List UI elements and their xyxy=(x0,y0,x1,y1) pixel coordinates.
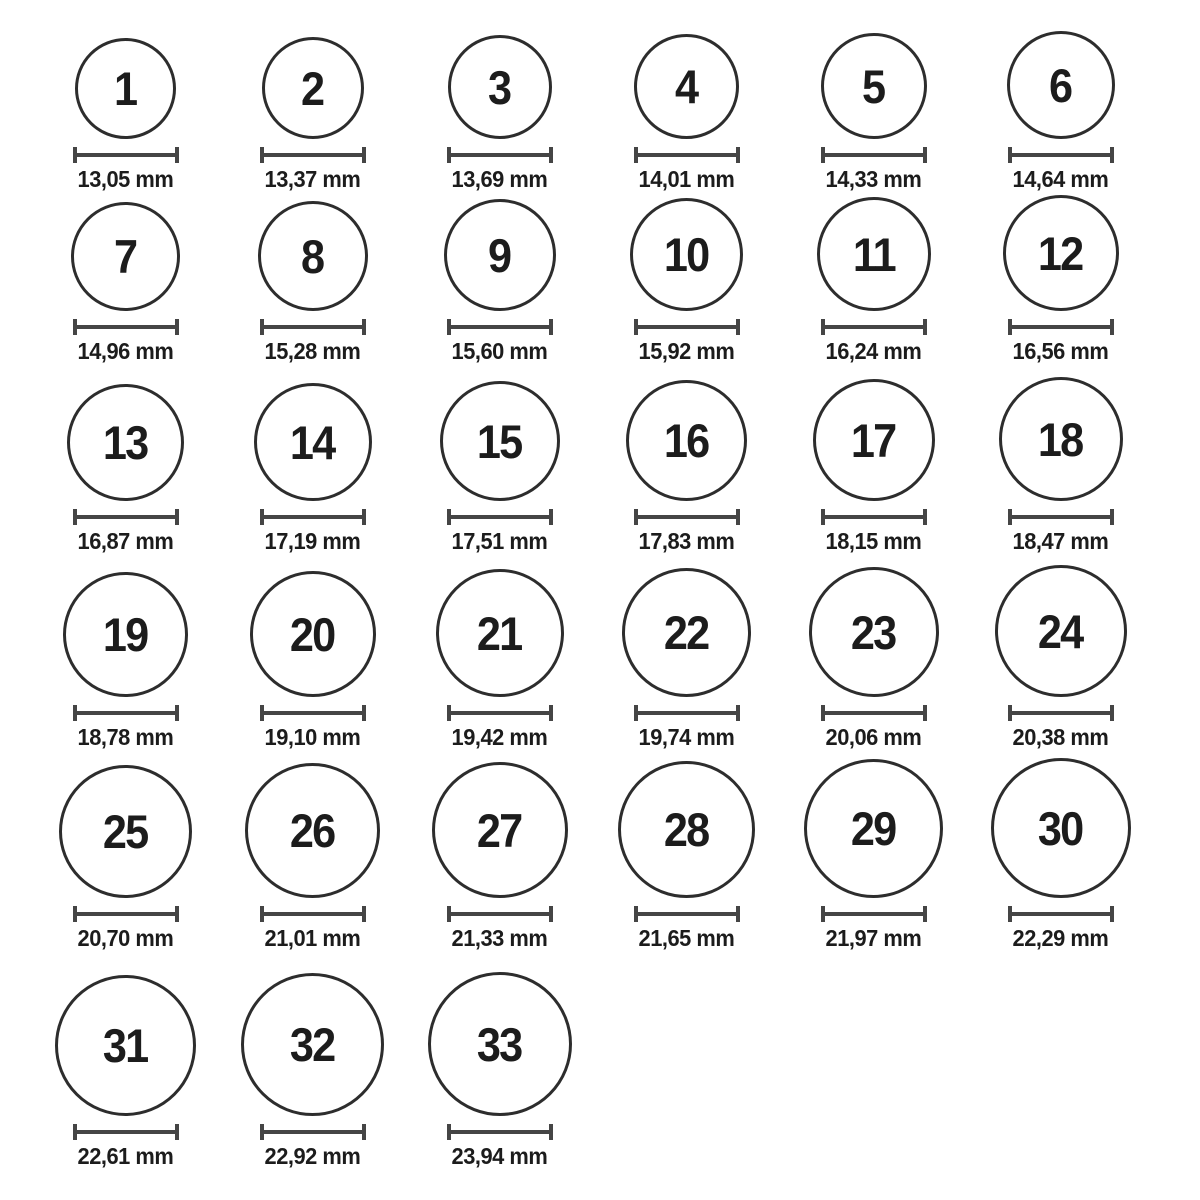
ring-size-circle xyxy=(63,572,188,697)
ring-size-item xyxy=(780,197,967,364)
diameter-label: 18,78 mm xyxy=(77,724,174,750)
diameter-label: 21,33 mm xyxy=(451,925,548,951)
ring-size-number: 18 xyxy=(1038,412,1083,466)
diameter-label: 16,24 mm xyxy=(825,338,922,364)
diameter-label: 21,65 mm xyxy=(638,925,735,951)
ring-size-number: 6 xyxy=(1049,58,1072,112)
ring-size-item xyxy=(32,572,219,750)
ring-size-circle xyxy=(630,198,743,311)
diameter-measure-line xyxy=(260,1124,366,1140)
ring-size-number: 2 xyxy=(301,61,324,115)
diameter-label: 15,60 mm xyxy=(451,338,548,364)
diameter-measure-line xyxy=(634,319,740,335)
ring-size-circle xyxy=(254,383,372,501)
diameter-measure-line xyxy=(447,1124,553,1140)
ring-size-number: 4 xyxy=(675,60,698,113)
diameter-measure-line xyxy=(1008,906,1114,922)
diameter-label: 17,19 mm xyxy=(264,528,361,554)
ring-size-item xyxy=(593,34,780,192)
ring-size-circle xyxy=(55,975,196,1116)
diameter-measure-line xyxy=(821,147,927,163)
ring-size-item xyxy=(219,37,406,192)
ring-size-item xyxy=(780,759,967,951)
ring-size-item xyxy=(780,379,967,554)
diameter-measure-line xyxy=(73,705,179,721)
diameter-measure-line xyxy=(821,319,927,335)
ring-size-number: 22 xyxy=(664,606,709,659)
ring-size-circle xyxy=(436,569,564,697)
diameter-measure-line xyxy=(447,147,553,163)
ring-size-number: 23 xyxy=(851,605,896,659)
ring-size-item xyxy=(32,384,219,554)
ring-size-item xyxy=(406,199,593,364)
diameter-label: 19,10 mm xyxy=(264,724,361,750)
diameter-measure-line xyxy=(260,906,366,922)
ring-size-number: 8 xyxy=(301,229,324,283)
ring-size-number: 20 xyxy=(290,607,335,661)
diameter-label: 16,87 mm xyxy=(77,528,174,554)
diameter-label: 14,33 mm xyxy=(825,166,922,192)
ring-size-item xyxy=(406,762,593,951)
diameter-measure-line xyxy=(821,705,927,721)
diameter-measure-line xyxy=(447,906,553,922)
diameter-measure-line xyxy=(634,147,740,163)
ring-size-number: 24 xyxy=(1038,604,1083,658)
ring-size-item xyxy=(219,383,406,554)
diameter-label: 20,06 mm xyxy=(825,724,922,750)
ring-size-item xyxy=(967,195,1154,364)
diameter-label: 20,38 mm xyxy=(1012,724,1109,750)
ring-size-number: 26 xyxy=(290,804,335,857)
ring-size-circle xyxy=(809,567,939,697)
ring-size-number: 15 xyxy=(477,414,522,468)
diameter-label: 22,61 mm xyxy=(77,1143,174,1169)
diameter-label: 18,47 mm xyxy=(1012,528,1109,554)
ring-size-circle xyxy=(245,763,380,898)
diameter-measure-line xyxy=(260,509,366,525)
diameter-measure-line xyxy=(634,906,740,922)
ring-size-number: 10 xyxy=(664,228,709,281)
ring-size-number: 14 xyxy=(290,415,335,469)
ring-size-number: 32 xyxy=(290,1018,335,1071)
diameter-measure-line xyxy=(821,509,927,525)
ring-size-number: 30 xyxy=(1038,801,1083,855)
ring-size-circle xyxy=(250,571,376,697)
ring-size-number: 33 xyxy=(477,1017,522,1071)
diameter-label: 20,70 mm xyxy=(77,925,174,951)
ring-size-item xyxy=(593,380,780,554)
diameter-label: 16,56 mm xyxy=(1012,338,1109,364)
ring-size-circle xyxy=(67,384,184,501)
ring-size-item xyxy=(593,198,780,364)
diameter-measure-line xyxy=(73,147,179,163)
ring-size-number: 13 xyxy=(103,416,148,469)
ring-size-item xyxy=(406,972,593,1169)
diameter-label: 15,28 mm xyxy=(264,338,361,364)
diameter-measure-line xyxy=(73,509,179,525)
ring-size-circle xyxy=(444,199,556,311)
diameter-measure-line xyxy=(447,509,553,525)
diameter-measure-line xyxy=(447,319,553,335)
ring-size-item xyxy=(780,567,967,750)
diameter-label: 22,29 mm xyxy=(1012,925,1109,951)
diameter-measure-line xyxy=(260,319,366,335)
ring-size-item xyxy=(593,568,780,750)
diameter-measure-line xyxy=(1008,509,1114,525)
chart-row xyxy=(32,554,1200,750)
ring-size-item xyxy=(406,381,593,554)
ring-size-item xyxy=(780,33,967,192)
diameter-label: 13,05 mm xyxy=(77,166,174,192)
ring-size-number: 1 xyxy=(114,62,137,115)
ring-size-item xyxy=(32,202,219,364)
diameter-measure-line xyxy=(1008,319,1114,335)
ring-size-circle xyxy=(999,377,1123,501)
ring-size-number: 28 xyxy=(664,803,709,856)
ring-size-circle xyxy=(448,35,552,139)
diameter-measure-line xyxy=(634,705,740,721)
diameter-label: 19,42 mm xyxy=(451,724,548,750)
ring-size-item xyxy=(219,973,406,1169)
ring-size-circle xyxy=(804,759,943,898)
ring-size-item xyxy=(967,377,1154,554)
ring-size-circle xyxy=(1003,195,1119,311)
ring-size-number: 19 xyxy=(103,608,148,661)
ring-size-circle xyxy=(995,565,1127,697)
ring-size-circle xyxy=(262,37,364,139)
ring-size-circle xyxy=(428,972,572,1116)
diameter-label: 21,01 mm xyxy=(264,925,361,951)
diameter-label: 13,37 mm xyxy=(264,166,361,192)
diameter-label: 14,01 mm xyxy=(638,166,735,192)
ring-size-number: 12 xyxy=(1038,226,1083,280)
ring-size-number: 21 xyxy=(477,606,522,660)
ring-size-circle xyxy=(634,34,739,139)
diameter-label: 23,94 mm xyxy=(451,1143,548,1169)
diameter-label: 19,74 mm xyxy=(638,724,735,750)
chart-row xyxy=(32,750,1200,951)
ring-size-item xyxy=(32,975,219,1169)
diameter-label: 22,92 mm xyxy=(264,1143,361,1169)
diameter-measure-line xyxy=(634,509,740,525)
ring-size-number: 5 xyxy=(862,59,885,113)
ring-size-number: 27 xyxy=(477,803,522,857)
ring-size-circle xyxy=(991,758,1131,898)
diameter-measure-line xyxy=(1008,705,1114,721)
ring-size-item xyxy=(406,569,593,750)
chart-row xyxy=(32,951,1200,1169)
ring-size-item xyxy=(219,571,406,750)
diameter-measure-line xyxy=(821,906,927,922)
chart-row xyxy=(32,2,1200,192)
diameter-label: 15,92 mm xyxy=(638,338,735,364)
ring-size-item xyxy=(32,765,219,951)
ring-size-circle xyxy=(440,381,560,501)
ring-size-circle xyxy=(258,201,368,311)
ring-size-circle xyxy=(75,38,176,139)
ring-size-item xyxy=(967,565,1154,750)
diameter-label: 17,83 mm xyxy=(638,528,735,554)
ring-size-item xyxy=(967,31,1154,192)
ring-size-circle xyxy=(1007,31,1115,139)
diameter-label: 18,15 mm xyxy=(825,528,922,554)
ring-size-circle xyxy=(618,761,755,898)
diameter-measure-line xyxy=(73,319,179,335)
diameter-measure-line xyxy=(73,1124,179,1140)
ring-size-circle xyxy=(241,973,384,1116)
ring-size-circle xyxy=(626,380,747,501)
ring-size-item xyxy=(406,35,593,192)
ring-size-number: 11 xyxy=(852,227,895,281)
diameter-measure-line xyxy=(73,906,179,922)
ring-size-number: 29 xyxy=(851,802,896,855)
diameter-label: 13,69 mm xyxy=(451,166,548,192)
ring-size-circle xyxy=(622,568,751,697)
diameter-label: 17,51 mm xyxy=(451,528,548,554)
ring-size-number: 9 xyxy=(488,228,511,282)
ring-size-item xyxy=(219,201,406,364)
chart-row xyxy=(32,192,1200,364)
ring-size-number: 25 xyxy=(103,805,148,858)
ring-size-circle xyxy=(821,33,927,139)
ring-size-item xyxy=(219,763,406,951)
ring-size-number: 7 xyxy=(114,230,137,283)
diameter-measure-line xyxy=(260,705,366,721)
diameter-label: 14,64 mm xyxy=(1012,166,1109,192)
diameter-measure-line xyxy=(447,705,553,721)
ring-size-number: 16 xyxy=(664,414,709,467)
diameter-measure-line xyxy=(1008,147,1114,163)
ring-size-item xyxy=(32,38,219,192)
diameter-label: 14,96 mm xyxy=(77,338,174,364)
diameter-label: 21,97 mm xyxy=(825,925,922,951)
chart-row xyxy=(32,364,1200,554)
ring-size-item xyxy=(967,758,1154,951)
ring-size-number: 17 xyxy=(851,413,896,467)
diameter-measure-line xyxy=(260,147,366,163)
ring-size-circle xyxy=(71,202,180,311)
ring-size-number: 3 xyxy=(488,60,511,114)
ring-size-circle xyxy=(59,765,192,898)
ring-size-circle xyxy=(817,197,931,311)
ring-size-circle xyxy=(432,762,568,898)
ring-size-item xyxy=(593,761,780,951)
ring-size-circle xyxy=(813,379,935,501)
ring-size-number: 31 xyxy=(103,1019,148,1072)
